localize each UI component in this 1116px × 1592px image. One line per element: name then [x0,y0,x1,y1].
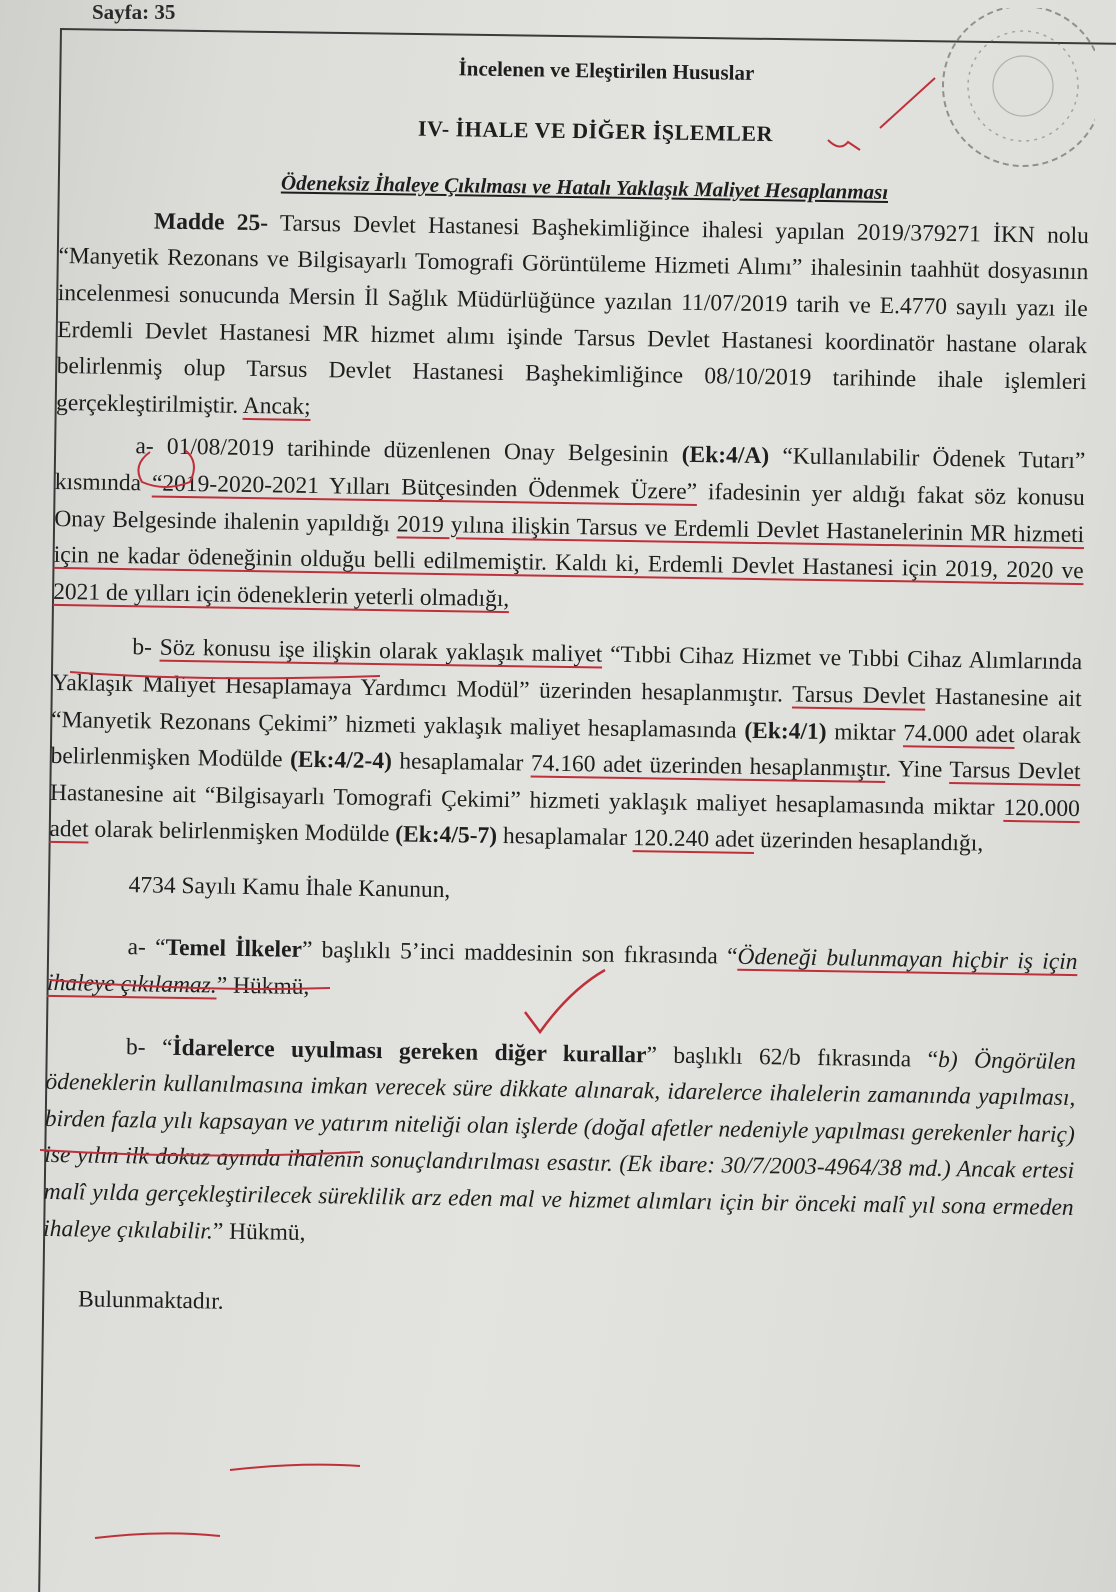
item-b-annex-1: (Ek:4/1) [744,717,827,745]
section-title: IV- İHALE VE DİĞER İŞLEMLER [417,115,774,146]
item-b-t10: hesaplamalar [496,823,633,852]
law-a-t3: ” Hükmü, [216,972,310,1001]
item-a-text-3: ifadesinin yer aldığı fakat söz konusu Onay Belgesinde ihalenin yapıldığı [54,478,1085,537]
law-a-quote: Ödeneği bulunmayan hiçbir iş için ihaleye çıkılamaz. [46,944,1078,999]
item-b-t9: olarak belirlenmişken Modülde [88,816,396,848]
law-a-t1: a- “ [127,934,166,962]
item-b-t7: . Yine [885,756,950,784]
item-a-annex: (Ek:4/A) [681,442,770,470]
law-a-t2: ” başlıklı 5’inci maddesinin son fıkrasında “ [301,937,738,971]
item-b-annex-2: (Ek:4/2-4) [289,746,393,775]
item-b-t3: Hastanesine ait “Manyetik Rezonans Çekimi” hizmeti yaklaşık maliyet hesaplamasında [50,683,1082,744]
article-label: Madde 25- [153,208,269,237]
document-body [42,30,1092,1334]
item-b-t4: miktar [826,718,904,746]
article-paragraph [56,202,1089,438]
item-a-quote: “2019-2020-2021 Yılları Bütçesinden Ödenmek Üzere” [151,470,698,505]
item-a-text-2: “Kullanılabilir Ödenek Tutarı” kısmında [54,443,1086,497]
item-b-u7: 120.240 adet [632,825,755,854]
page-number: Sayfa: 35 [92,0,176,24]
law-b-quote: b) Öngörülen ödeneklerin kullanılmasına imkan verecek süre dikkate alınarak, idarelerce ihalelerin zamanında yapılması, birden fazla yılı kapsayan ve yatırım niteliği olan işlerde (doğal afetler nedeniyle yapılması gerekenler hariç) ise yılın ilk dokuz ayında ihalenin sonuçlandırılması esastır. (Ek ibare: 30/7/2003-4964/38 md.) Ancak ertesi malî yılda gerçekleştirilecek süreklilik arz eden mal ve hizmet alımları için bir önceki malî yıl sona ermeden ihaleye çıkılabilir. [42,1046,1077,1245]
law-b-t2: ” başlıklı 62/b fıkrasında “ [646,1041,939,1073]
item-b-annex-3: (Ek:4/5-7) [395,821,498,850]
item-a-underlined: 2019 yılına ilişkin Tarsus ve Erdemli Devlet Hastanelerinin MR hizmeti için ne kadar ödeneğinin olduğu belli edilmemiştir. Kaldı ki, Erdemli Devlet Hastanesi için 2019, 2020 ve 2021 de yılları için ödeneklerin yeterli olmadığı, [52,510,1085,612]
item-b-t5: olarak belirlenmişken Modülde [50,721,1082,773]
item-b-t1: b- [132,634,160,661]
item-b-u3: 74.000 adet [903,719,1015,748]
law-b-paragraph [43,1028,1076,1264]
subsection-title: Ödeneksiz İhaleye Çıkılması ve Hatalı Yaklaşık Maliyet Hesaplanması [280,170,889,205]
item-a-paragraph [53,427,1086,626]
law-b-t1: b- “ [125,1033,173,1061]
item-b-paragraph [49,628,1082,864]
item-b-u6: 120.000 adet [49,794,1081,843]
law-a-title: Temel İlkeler [165,935,303,964]
item-b-t6: hesaplamalar [391,748,532,777]
law-a-paragraph [47,928,1078,1017]
page-header: İncelenen ve Eleştirilen Hususlar [458,56,755,85]
item-b-t8: Hastanesine ait “Bilgisayarlı Tomografi Çekimi” hizmeti yaklaşık maliyet hesaplamasında miktar [49,779,1004,821]
item-b-u1: Söz konusu işe ilişkin olarak yaklaşık maliyet [159,634,603,668]
item-b-u5: Tarsus Devlet [949,757,1081,786]
item-b-t2: “Tıbbi Cihaz Hizmet ve Tıbbi Cihaz Alımlarında Yaklaşık Maliyet Hesaplamaya Yardımcı Modül” üzerinden hesaplanmıştır. [51,641,1083,708]
article-text: Tarsus Devlet Hastanesi Başhekimliğince ihalesi yapılan 2019/379271 İKN nolu “Manyetik Rezonans ve Bilgisayarlı Tomografi Görüntüleme Hizmeti Alımı” ihalesinin taahhüt dosyasının incelenmesi sonucunda Mersin İl Sağlık Müdürlüğünce yazılan 11/07/2019 tarih ve E.4770 sayılı yazı ile Erdemli Devlet Hastanesi MR hizmet alımı işinde Tarsus Devlet Hastanesi koordinatör hastane olarak belirlenmiş olup Tarsus Devlet Hastanesi Başhekimliğince 08/10/2019 tarihinde ihale işlemleri gerçekleştirilmiştir. [55,210,1090,419]
item-b-u2: Tarsus Devlet [791,681,926,710]
item-b-u4: 74.160 adet üzerinden hesaplanmıştır [530,750,886,783]
law-b-title: İdarelerce uyulması gereken diğer kurallar [172,1034,647,1068]
item-b-t11: üzerinden hesaplandığı, [753,827,984,857]
law-b-t3: ” Hükmü, [212,1218,306,1246]
article-ancak: Ancak; [242,392,311,420]
item-a-text-1: a- 01/08/2019 tarihinde düzenlenen Onay Belgesinin [135,433,682,469]
law-intro: 4734 Sayılı Kamu İhale Kanunun, [128,872,451,904]
closing-text: Bulunmaktadır. [77,1286,224,1315]
